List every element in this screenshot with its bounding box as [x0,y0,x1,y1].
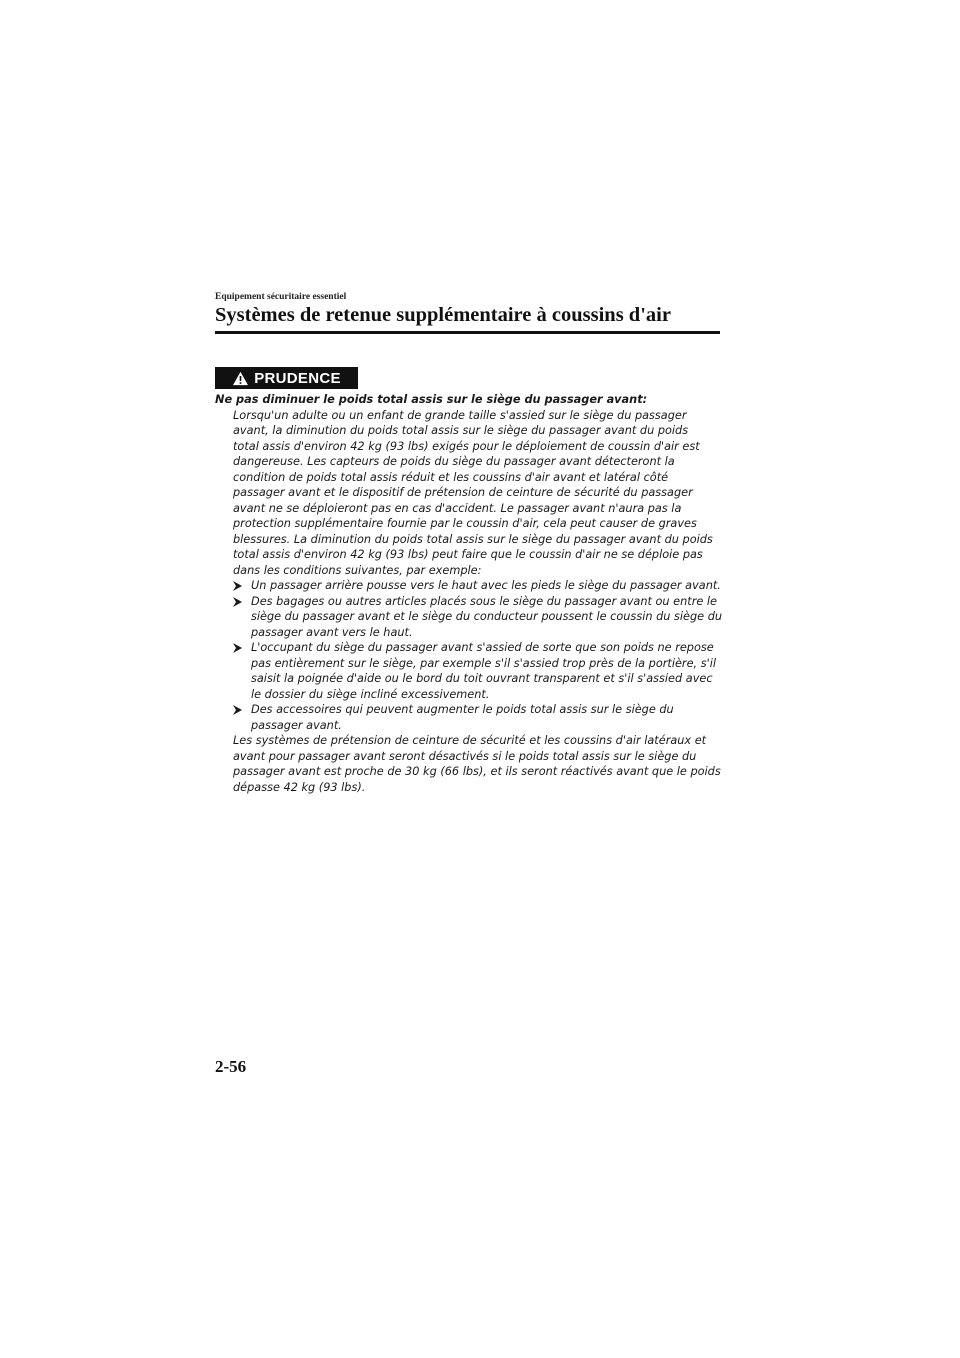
text-line: blessures. La diminution du poids total assis sur le siège du passager avant du poids [233,532,713,546]
text-line: siège du passager avant et le siège du conducteur poussent le coussin du siège du [251,610,723,623]
intro-paragraph [233,408,725,579]
arrow-bullet-icon [233,581,242,591]
caution-lead: Ne pas diminuer le poids total assis sur le siège du passager avant: [215,393,648,406]
text-line: Lorsqu'un adulte ou un enfant de grande taille s'assied sur le siège du passager [233,408,687,422]
section-label: Equipement sécuritaire essentiel [215,292,347,302]
text-line: le dossier du siège incliné excessivement. [251,687,490,701]
caution-badge [215,367,358,389]
list-item [233,578,725,594]
title-divider [215,331,720,334]
text-line: passager avant. [251,718,342,732]
text-line: Des bagages ou autres articles placés sous le siège du passager avant ou entre le [251,594,717,608]
text-line: saisit la poignée d'aide ou le bord du toit ouvrant transparent et s'il s'assied avec [251,672,713,685]
text-line: Des accessoires qui peuvent augmenter le poids total assis sur le siège du [251,703,674,716]
arrow-bullet-icon [233,705,242,715]
caution-label: PRUDENCE [254,369,341,387]
text-line: Les systèmes de prétension de ceinture de sécurité et les coussins d'air latéraux et [233,734,707,747]
closing-paragraph [233,733,725,795]
list-item [233,594,725,641]
text-line: passager avant et le dispositif de prétension de ceinture de sécurité du passager [233,486,693,499]
text-line: avant, la diminution du poids total assis sur le siège du passager avant du poids [233,424,689,437]
text-line: L'occupant du siège du passager avant s'assied de sorte que son poids ne repose [251,641,714,654]
arrow-bullet-icon [233,597,242,607]
text-line: protection supplémentaire fournie par le coussin d'air, cela peut causer de graves [233,517,697,530]
list-item [233,702,725,733]
caution-body [215,392,725,795]
text-line: total assis d'environ 42 kg (93 lbs) peut faire que le coussin d'air ne se déploie pas [233,548,703,561]
arrow-bullet-icon [233,643,242,653]
warning-triangle-icon [232,371,249,386]
example-list [215,578,725,733]
text-line: dangereuse. Les capteurs de poids du siège du passager avant détecteront la [233,455,675,468]
text-line: condition de poids total assis réduit et les coussins d'air avant et latéral côté [233,470,669,484]
list-item [233,640,725,702]
text-line: Un passager arrière pousse vers le haut avec les pieds le siège du passager avant. [251,579,721,592]
text-line: passager avant est proche de 30 kg (66 lbs), et ils seront réactivés avant que le poids [233,765,721,778]
text-line: avant ne se déploieront pas en cas d'accident. Le passager avant n'aura pas la [233,501,682,515]
text-line: total assis d'environ 42 kg (93 lbs) exigés pour le déploiement de coussin d'air est [233,439,700,453]
page-number: 2-56 [215,1057,247,1076]
text-line: passager avant vers le haut. [251,625,413,639]
text-line: dépasse 42 kg (93 lbs). [233,780,366,794]
text-line: avant pour passager avant seront désactivés si le poids total assis sur le siège du [233,749,697,763]
page-title: Systèmes de retenue supplémentaire à coussins d'air [215,304,671,326]
text-line: pas entièrement sur le siège, par exemple s'il s'assied trop près de la portière, s'il [251,656,716,670]
text-line: dans les conditions suivantes, par exemple: [233,563,482,577]
